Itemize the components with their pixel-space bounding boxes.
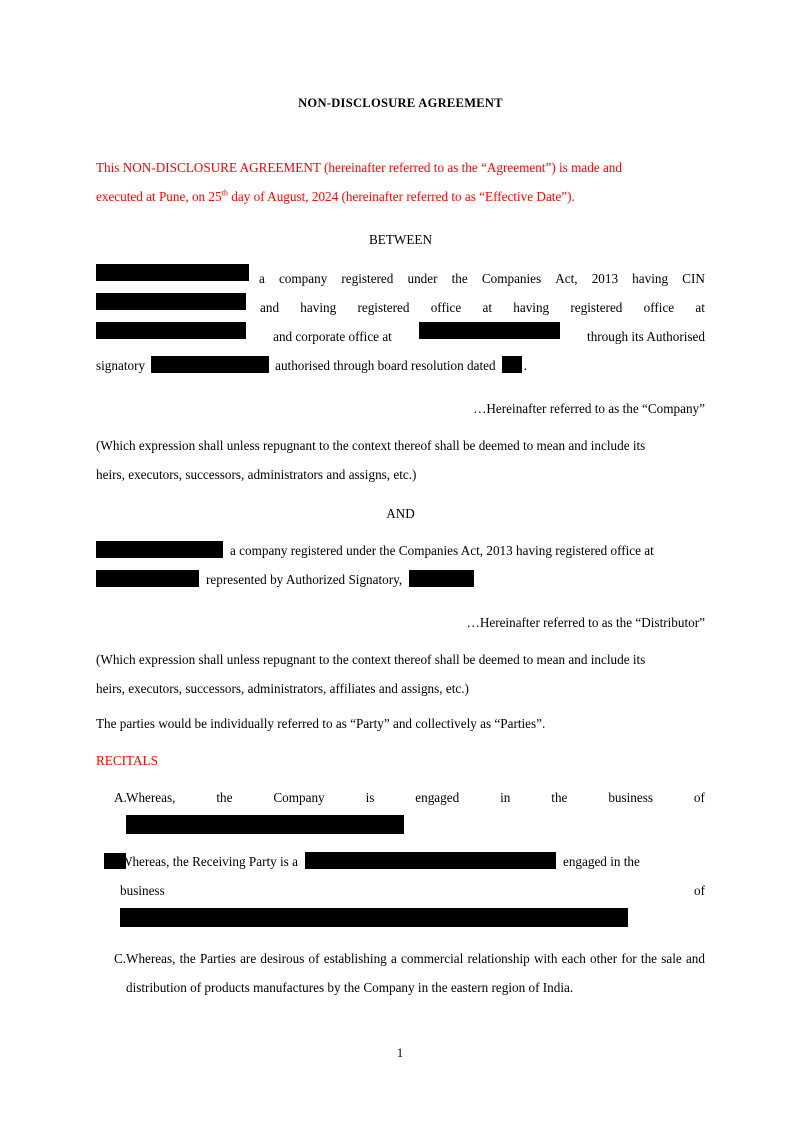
- distributor-line2-text: represented by Authorized Signatory,: [206, 572, 403, 587]
- recital-a-word: business: [608, 790, 654, 805]
- between-line-4: [96, 351, 705, 380]
- between-line2-word: at: [482, 300, 492, 315]
- company-hereinafter: …Hereinafter referred to as the “Company”: [473, 401, 705, 416]
- redaction-block: [151, 356, 269, 373]
- spacer: [96, 528, 705, 536]
- spacer: [96, 423, 705, 431]
- recital-body: [120, 847, 705, 934]
- between-line-2: [96, 293, 705, 322]
- between-line2-word: office: [430, 300, 462, 315]
- w: a: [259, 271, 265, 286]
- spacer: [96, 211, 705, 225]
- recital-b-line-2: [120, 876, 705, 905]
- between-line4-mid: authorised through board resolution dated: [275, 358, 496, 373]
- distributor-hereinafter: …Hereinafter referred to as the “Distributor”: [466, 615, 705, 630]
- preamble-line-2: [96, 182, 705, 211]
- spacer: [96, 637, 705, 645]
- spacer: [96, 738, 705, 746]
- redaction-block: [502, 356, 522, 373]
- distributor-line1-text: a company registered under the Companies Act, 2013 having registered office at: [230, 543, 654, 558]
- redaction-block: [305, 852, 556, 869]
- recitals-heading: RECITALS: [96, 753, 158, 768]
- distributor-expression-line-1: (Which expression shall unless repugnant to the context thereof shall be deemed to mean and include its: [96, 652, 646, 667]
- recital-b-after: engaged in the: [562, 854, 640, 869]
- between-line-3: [96, 322, 705, 351]
- between-line2-word: having: [300, 300, 337, 315]
- recital-body: [126, 783, 705, 841]
- recital-a-word: of: [693, 790, 705, 805]
- between-line2-word: registered: [357, 300, 410, 315]
- redaction-block: [419, 322, 560, 339]
- between-line3-mid: and corporate office at: [273, 329, 392, 344]
- spacer: [96, 934, 705, 944]
- between-line2-word: at: [695, 300, 705, 315]
- distributor-line-2: [96, 565, 705, 594]
- w: registered: [341, 271, 394, 286]
- distributor-line-1: [96, 536, 705, 565]
- recital-c-text: Whereas, the Parties are desirous of establishing a commercial relationship with each other for the sale and distribution of products manufactures by the Company in the eastern region of India.: [126, 951, 705, 995]
- recital-item-c: [96, 944, 705, 1002]
- company-expression-line-1: (Which expression shall unless repugnant to the context thereof shall be deemed to mean and include its: [96, 438, 646, 453]
- w: company: [278, 271, 328, 286]
- between-line3-end: through its Authorised: [587, 329, 705, 344]
- spacer: [96, 254, 705, 264]
- recital-marker: C.: [114, 951, 127, 966]
- between-line1-text: [259, 264, 705, 293]
- between-line2-word: registered: [570, 300, 623, 315]
- recital-b-line2-right: of: [694, 883, 705, 898]
- spacer: [96, 594, 705, 608]
- w: having: [632, 271, 669, 286]
- spacer: [96, 380, 705, 394]
- redaction-block: [96, 264, 249, 281]
- w: Companies: [481, 271, 542, 286]
- between-line2-word: office: [643, 300, 675, 315]
- preamble-paragraph: [96, 153, 705, 211]
- distributor-expression-line-2: heirs, executors, successors, administrators, affiliates and assigns, etc.): [96, 681, 469, 696]
- w: 2013: [591, 271, 619, 286]
- company-expression-line-2: heirs, executors, successors, administrators and assigns, etc.): [96, 467, 417, 482]
- recital-a-word: in: [500, 790, 511, 805]
- between-line4-start: signatory: [96, 358, 146, 373]
- recital-a-line-1: [126, 783, 705, 812]
- w: under: [407, 271, 438, 286]
- document-content: [96, 0, 705, 1002]
- recital-b-before: Whereas, the Receiving Party is a: [120, 854, 298, 869]
- redaction-block: [126, 815, 404, 834]
- recital-a-word: the: [551, 790, 568, 805]
- and-heading: AND: [386, 506, 415, 521]
- redaction-block: [409, 570, 474, 587]
- recital-b-line2-left: business: [120, 883, 165, 898]
- between-line2-word: and: [260, 300, 280, 315]
- recital-a-word: engaged: [415, 790, 460, 805]
- redaction-block: [96, 322, 246, 339]
- recital-a-word: is: [365, 790, 375, 805]
- preamble-line2-part2: day of August, 2024 (hereinafter referred to as “Effective Date”).: [227, 189, 575, 204]
- w: Act,: [555, 271, 578, 286]
- between-heading: BETWEEN: [369, 232, 432, 247]
- recital-a-word: Whereas,: [126, 790, 176, 805]
- page-number: 1: [396, 1046, 404, 1060]
- recital-a-word: the: [216, 790, 233, 805]
- recital-b-line-1: [120, 847, 705, 876]
- redaction-block: [96, 293, 246, 310]
- between-line4-end: .: [523, 358, 527, 373]
- redaction-block: [96, 541, 223, 558]
- recital-b-line-3: [120, 905, 705, 934]
- recital-item-b: [96, 847, 705, 934]
- between-line2-word: having: [513, 300, 550, 315]
- redaction-block: [96, 570, 199, 587]
- redaction-block: [120, 908, 628, 927]
- w: CIN: [682, 271, 705, 286]
- spacer: [96, 775, 705, 783]
- recital-a-line-2: [126, 812, 705, 841]
- w: the: [451, 271, 468, 286]
- preamble-line-1: This NON-DISCLOSURE AGREEMENT (hereinafter referred to as the “Agreement”) is made and: [96, 160, 622, 175]
- between-line-1: [96, 264, 705, 293]
- recital-marker: A.: [114, 790, 127, 805]
- spacer: [96, 111, 705, 153]
- recital-a-word: Company: [273, 790, 325, 805]
- page-title: NON-DISCLOSURE AGREEMENT: [298, 96, 503, 110]
- ordinal-suffix: th: [221, 188, 228, 198]
- spacer: [96, 489, 705, 499]
- recital-item-a: [96, 783, 705, 841]
- parties-definition: The parties would be individually referred to as “Party” and collectively as “Parties”.: [96, 716, 546, 731]
- preamble-line2-part1: executed at Pune, on 25: [96, 189, 222, 204]
